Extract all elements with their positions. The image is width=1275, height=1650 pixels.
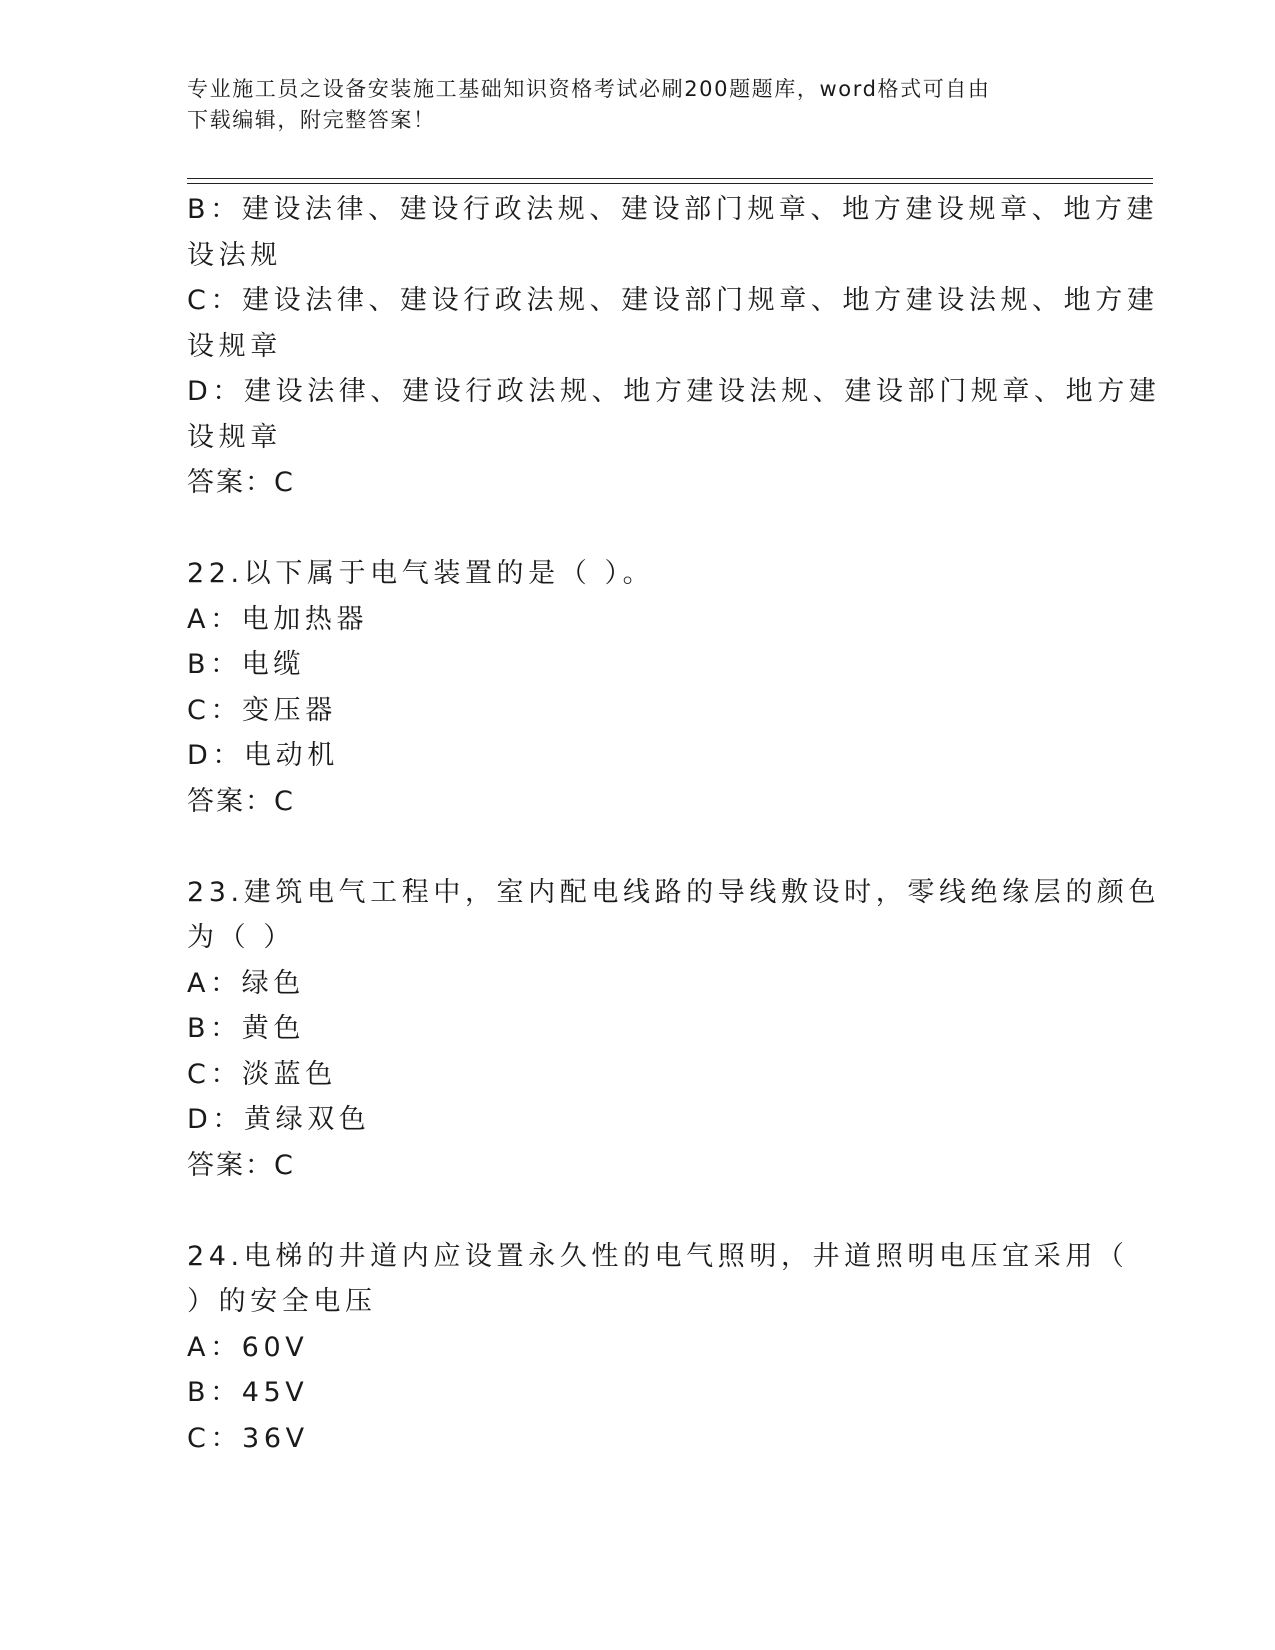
option-a: A：绿色: [187, 967, 305, 999]
option-b-line-2: 设法规: [187, 239, 282, 271]
document-header: [187, 74, 1067, 136]
option-c-line-2: 设规章: [187, 330, 282, 362]
option-b: B：电缆: [187, 649, 305, 680]
option-c: C：淡蓝色: [187, 1058, 337, 1090]
option-d: D：黄绿双色: [187, 1104, 371, 1135]
option-d-line-2: 设规章: [187, 421, 282, 453]
option-b: B：45V: [187, 1377, 309, 1408]
header-line-1: 专业施工员之设备安装施工基础知识资格考试必刷200题题库，word格式可自由: [187, 77, 991, 101]
answer: 答案：C: [187, 1149, 295, 1181]
question-24: [187, 1234, 1129, 1462]
answer: 答案：C: [187, 785, 295, 817]
previous-question-options: [187, 187, 1161, 506]
option-a: A：60V: [187, 1331, 309, 1363]
answer: 答案：C: [187, 467, 295, 498]
question-stem-line-2: ）的安全电压: [187, 1286, 377, 1317]
header-divider-bottom: [187, 183, 1153, 184]
option-b-line-1: B：建设法律、建设行政法规、建设部门规章、地方建设规章、地方建: [187, 194, 1159, 225]
question-body: [187, 187, 1161, 1461]
question-stem-line-2: 为（ ）: [187, 922, 295, 953]
option-a: A：电加热器: [187, 603, 369, 635]
question-stem: 22.以下属于电气装置的是（ ）。: [187, 558, 655, 589]
spacer: [187, 824, 1087, 870]
spacer: [187, 506, 1087, 552]
option-c: C：变压器: [187, 694, 337, 726]
question-stem-line-1: 23.建筑电气工程中，室内配电线路的导线敷设时，零线绝缘层的颜色: [187, 876, 1161, 908]
question-stem-line-1: 24.电梯的井道内应设置永久性的电气照明，井道照明电压宜采用（: [187, 1240, 1129, 1272]
spacer: [187, 1188, 1087, 1234]
header-line-2: 下载编辑，附完整答案！: [187, 108, 436, 132]
option-c: C：36V: [187, 1422, 309, 1454]
option-c-line-1: C：建设法律、建设行政法规、建设部门规章、地方建设法规、地方建: [187, 285, 1159, 316]
option-d: D：电动机: [187, 740, 339, 771]
header-divider-top: [187, 178, 1153, 179]
question-23: [187, 870, 1161, 1189]
option-b: B：黄色: [187, 1013, 305, 1044]
question-22: [187, 551, 1087, 824]
option-d-line-1: D：建设法律、建设行政法规、地方建设法规、建设部门规章、地方建: [187, 376, 1161, 407]
